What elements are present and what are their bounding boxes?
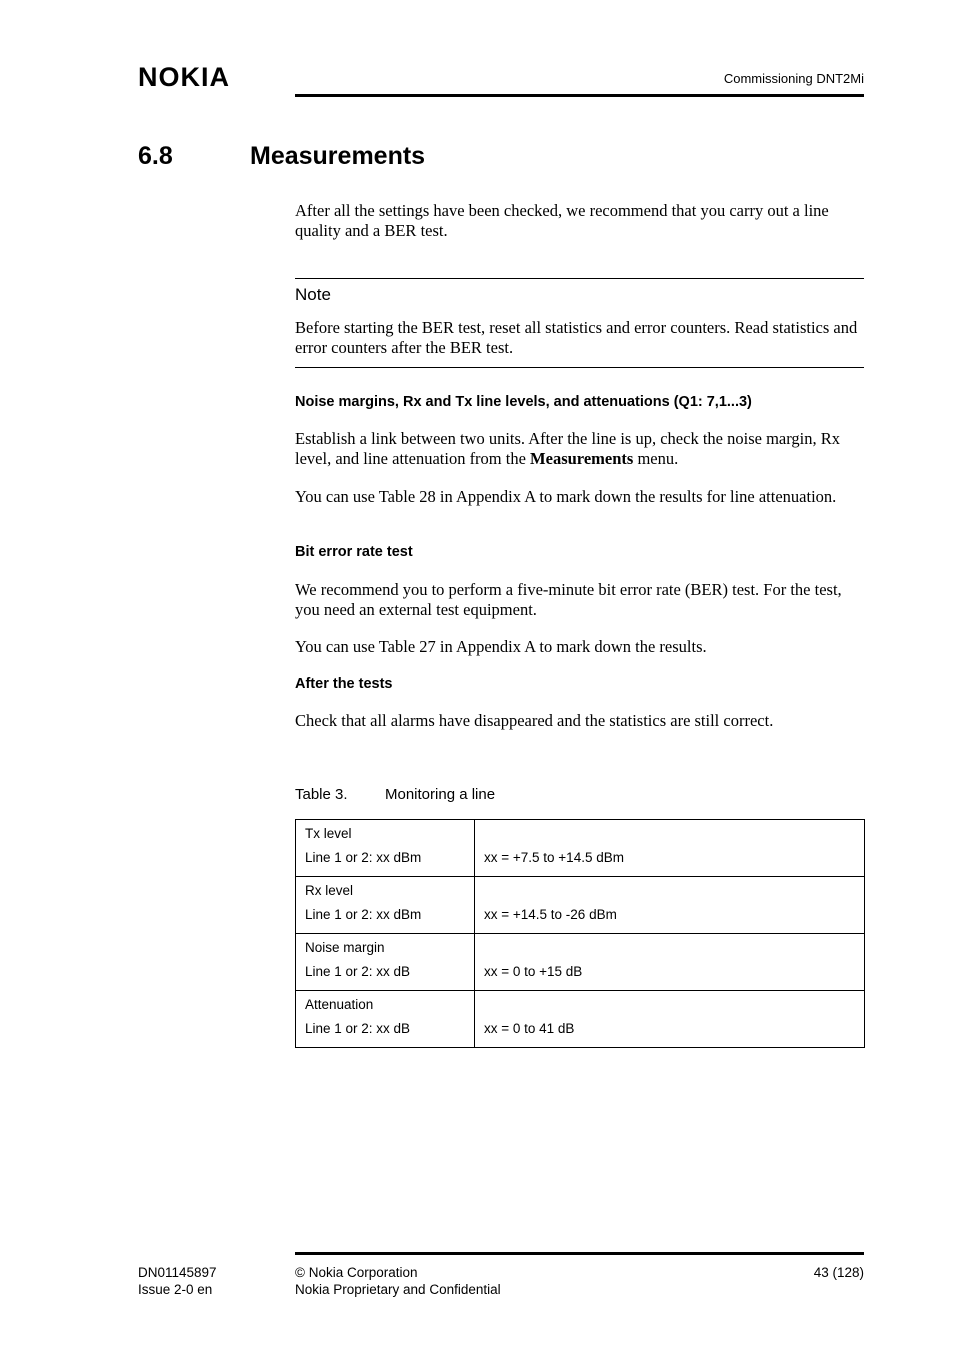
parameter-range: xx = +14.5 to -26 dBm [484, 907, 617, 922]
parameter-name: Rx level [305, 883, 354, 898]
table-cell-parameter [296, 877, 475, 934]
noise-paragraph-2: You can use Table 28 in Appendix A to mark down the results for line attenuation. [295, 487, 837, 506]
noise-p1-text-a: Establish a link between two units. After the line is up, check the noise margin, Rx level, and line attenuation from the [295, 429, 841, 468]
nokia-logo: NOKIA [138, 62, 230, 92]
parameter-format: Line 1 or 2: xx dB [305, 964, 411, 979]
footer-doc-info [138, 1264, 217, 1298]
ber-paragraph-1: We recommend you to perform a five-minute bit error rate (BER) test. For the test, you need an external test equipment. [295, 580, 842, 619]
intro-paragraph: After all the settings have been checked, we recommend that you carry out a line quality and a BER test. [295, 201, 829, 240]
table-cell-parameter [296, 820, 475, 877]
section-title: Measurements [250, 142, 426, 170]
parameter-range: xx = 0 to 41 dB [484, 1021, 575, 1036]
table-caption-title: Monitoring a line [385, 786, 496, 803]
confidentiality-notice: Nokia Proprietary and Confidential [295, 1282, 501, 1297]
copyright-notice: © Nokia Corporation [295, 1265, 418, 1280]
parameter-range: xx = +7.5 to +14.5 dBm [484, 850, 624, 865]
footer-legal [295, 1264, 501, 1298]
parameter-name: Attenuation [305, 997, 374, 1012]
table-row [296, 877, 865, 934]
parameter-name: Noise margin [305, 940, 385, 955]
table-row [296, 934, 865, 991]
note-bottom-rule [295, 367, 864, 368]
after-tests-heading: After the tests [295, 676, 393, 692]
ber-heading: Bit error rate test [295, 544, 413, 560]
document-title: Commissioning DNT2Mi [723, 71, 864, 86]
table-row [296, 991, 865, 1048]
monitoring-table [295, 819, 865, 1048]
noise-heading: Noise margins, Rx and Tx line levels, and attenuations (Q1: 7,1...3) [295, 394, 752, 410]
document-id: DN01145897 [138, 1265, 217, 1280]
note-label: Note [295, 285, 331, 304]
table-caption-number: Table 3. [295, 786, 348, 803]
table-cell-parameter [296, 991, 475, 1048]
page-number: 43 (128) [813, 1265, 864, 1280]
noise-p1-text-b: menu. [633, 448, 679, 468]
parameter-range: xx = 0 to +15 dB [484, 964, 583, 979]
table-cell-parameter [296, 934, 475, 991]
table-cell-range [475, 820, 865, 877]
footer-divider [295, 1252, 864, 1255]
table-cell-range [475, 991, 865, 1048]
section-number: 6.8 [138, 142, 173, 170]
note-top-rule [295, 278, 864, 279]
parameter-format: Line 1 or 2: xx dB [305, 1021, 411, 1036]
header-divider [295, 94, 864, 97]
measurements-menu-name: Measurements [530, 448, 634, 468]
after-tests-paragraph: Check that all alarms have disappeared and the statistics are still correct. [295, 711, 774, 730]
parameter-format: Line 1 or 2: xx dBm [305, 907, 422, 922]
parameter-format: Line 1 or 2: xx dBm [305, 850, 422, 865]
note-text: Before starting the BER test, reset all statistics and error counters. Read statistics and error counters after the BER test. [295, 318, 858, 357]
noise-paragraph-1 [295, 429, 864, 468]
table-cell-range [475, 877, 865, 934]
parameter-name: Tx level [305, 826, 352, 841]
table-row [296, 820, 865, 877]
issue-number: Issue 2-0 en [138, 1282, 213, 1297]
ber-paragraph-2: You can use Table 27 in Appendix A to mark down the results. [295, 637, 707, 656]
table-cell-range [475, 934, 865, 991]
